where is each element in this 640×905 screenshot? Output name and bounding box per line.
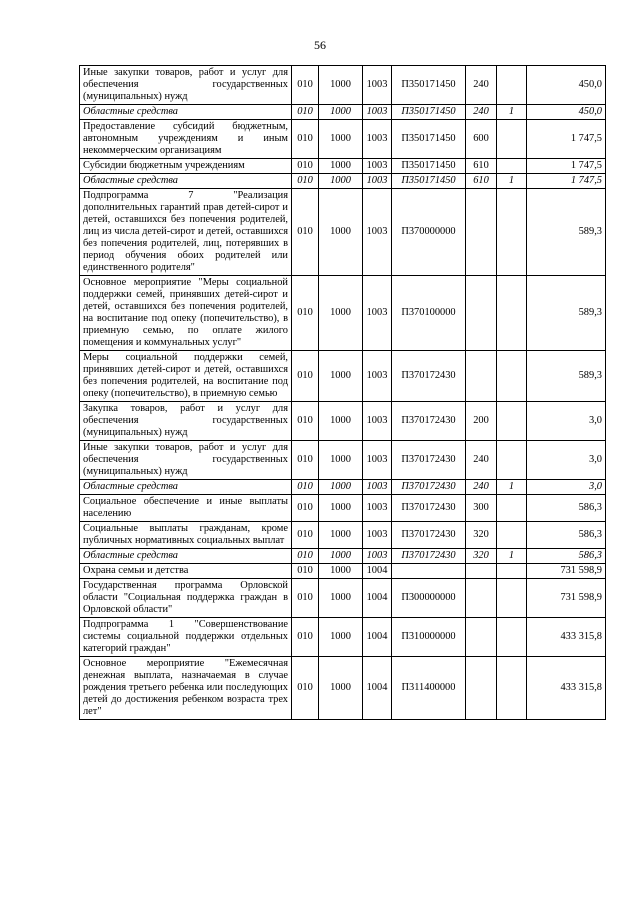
section-code-cell: 1000 [319,579,363,618]
amount-cell: 433 315,8 [527,657,606,720]
table-row [80,579,606,618]
expense-type-cell [466,579,497,618]
funding-source-cell [497,657,527,720]
table-row [80,564,606,579]
table-row [80,657,606,720]
target-article-cell: П370172430 [392,441,466,480]
expense-type-cell: 200 [466,402,497,441]
expense-type-cell [466,618,497,657]
table-row [80,66,606,105]
grbs-code-cell: 010 [292,657,319,720]
target-article-cell: П350171450 [392,105,466,120]
funding-source-cell [497,618,527,657]
table-row [80,159,606,174]
funding-source-cell [497,120,527,159]
row-name-cell: Меры социальной поддержки семей, принявших детей-сирот и детей, оставшихся без попечения родителей, на воспитание под опеку (попечительство), в приемную семью [80,351,292,402]
subsection-code-cell: 1003 [363,159,392,174]
row-name-cell: Областные средства [80,480,292,495]
grbs-code-cell: 010 [292,276,319,351]
target-article-cell: П311400000 [392,657,466,720]
amount-cell: 586,3 [527,495,606,522]
subsection-code-cell: 1003 [363,189,392,276]
funding-source-cell [497,522,527,549]
row-name-cell: Закупка товаров, работ и услуг для обеспечения государственных (муниципальных) нужд [80,402,292,441]
funding-source-cell [497,441,527,480]
grbs-code-cell: 010 [292,441,319,480]
expense-type-cell [466,564,497,579]
expense-type-cell: 300 [466,495,497,522]
section-code-cell: 1000 [319,618,363,657]
target-article-cell: П350171450 [392,120,466,159]
grbs-code-cell: 010 [292,402,319,441]
row-name-cell: Основное мероприятие "Ежемесячная денежная выплата, назначаемая в случае рождения третьего ребенка или последующих детей до достижения ребенком возраста трех лет" [80,657,292,720]
grbs-code-cell: 010 [292,66,319,105]
amount-cell: 589,3 [527,351,606,402]
amount-cell: 3,0 [527,402,606,441]
amount-cell: 450,0 [527,66,606,105]
amount-cell: 586,3 [527,522,606,549]
row-name-cell: Основное мероприятие "Меры социальной поддержки семей, принявших детей-сирот и детей, оставшихся без попечения родителей, на воспитание под опеку (попечительство), в приемную семью, по оплате жилого помещения и коммунальных услуг" [80,276,292,351]
expense-type-cell: 240 [466,441,497,480]
amount-cell: 450,0 [527,105,606,120]
row-name-cell: Охрана семьи и детства [80,564,292,579]
expense-type-cell: 240 [466,66,497,105]
grbs-code-cell: 010 [292,618,319,657]
section-code-cell: 1000 [319,174,363,189]
expense-type-cell [466,351,497,402]
target-article-cell: П370172430 [392,480,466,495]
row-name-cell: Областные средства [80,105,292,120]
amount-cell: 1 747,5 [527,174,606,189]
section-code-cell: 1000 [319,120,363,159]
row-name-cell: Областные средства [80,174,292,189]
grbs-code-cell: 010 [292,480,319,495]
target-article-cell: П350171450 [392,159,466,174]
grbs-code-cell: 010 [292,159,319,174]
amount-cell: 731 598,9 [527,564,606,579]
funding-source-cell [497,579,527,618]
table-row [80,120,606,159]
subsection-code-cell: 1003 [363,66,392,105]
row-name-cell: Подпрограмма 7 "Реализация дополнительных гарантий прав детей-сирот и детей, оставшихся без попечения родителей, лиц из числа детей-сирот и детей, оставшихся без попечения родителей, лиц, потерявших в период обучения обоих родителей или единственного родителя" [80,189,292,276]
expense-type-cell: 610 [466,174,497,189]
table-row [80,441,606,480]
subsection-code-cell: 1003 [363,549,392,564]
funding-source-cell: 1 [497,480,527,495]
funding-source-cell: 1 [497,174,527,189]
target-article-cell: П370172430 [392,522,466,549]
grbs-code-cell: 010 [292,522,319,549]
section-code-cell: 1000 [319,549,363,564]
section-code-cell: 1000 [319,564,363,579]
table-row [80,105,606,120]
grbs-code-cell: 010 [292,105,319,120]
expense-type-cell: 320 [466,522,497,549]
grbs-code-cell: 010 [292,174,319,189]
target-article-cell [392,564,466,579]
funding-source-cell [497,276,527,351]
subsection-code-cell: 1003 [363,276,392,351]
grbs-code-cell: 010 [292,564,319,579]
amount-cell: 586,3 [527,549,606,564]
expense-type-cell [466,657,497,720]
table-row [80,480,606,495]
table-row [80,351,606,402]
expense-type-cell: 240 [466,105,497,120]
target-article-cell: П370172430 [392,351,466,402]
table-row [80,174,606,189]
table-row [80,618,606,657]
grbs-code-cell: 010 [292,351,319,402]
funding-source-cell [497,159,527,174]
expense-type-cell: 610 [466,159,497,174]
grbs-code-cell: 010 [292,549,319,564]
table-row [80,189,606,276]
subsection-code-cell: 1003 [363,522,392,549]
subsection-code-cell: 1004 [363,657,392,720]
amount-cell: 589,3 [527,189,606,276]
funding-source-cell [497,66,527,105]
section-code-cell: 1000 [319,351,363,402]
subsection-code-cell: 1003 [363,351,392,402]
target-article-cell: П300000000 [392,579,466,618]
section-code-cell: 1000 [319,402,363,441]
grbs-code-cell: 010 [292,579,319,618]
section-code-cell: 1000 [319,276,363,351]
row-name-cell: Иные закупки товаров, работ и услуг для обеспечения государственных (муниципальных) нужд [80,441,292,480]
target-article-cell: П370172430 [392,402,466,441]
funding-source-cell [497,351,527,402]
subsection-code-cell: 1003 [363,480,392,495]
subsection-code-cell: 1003 [363,402,392,441]
subsection-code-cell: 1003 [363,120,392,159]
subsection-code-cell: 1003 [363,174,392,189]
budget-table [79,65,606,720]
funding-source-cell [497,402,527,441]
subsection-code-cell: 1004 [363,579,392,618]
section-code-cell: 1000 [319,189,363,276]
subsection-code-cell: 1003 [363,105,392,120]
row-name-cell: Социальные выплаты гражданам, кроме публичных нормативных социальных выплат [80,522,292,549]
funding-source-cell [497,564,527,579]
table-row [80,522,606,549]
subsection-code-cell: 1003 [363,495,392,522]
page-number: 56 [314,38,326,52]
grbs-code-cell: 010 [292,120,319,159]
section-code-cell: 1000 [319,495,363,522]
section-code-cell: 1000 [319,159,363,174]
target-article-cell: П370000000 [392,189,466,276]
table-row [80,276,606,351]
row-name-cell: Предоставление субсидий бюджетным, автономным учреждениям и иным некоммерческим организациям [80,120,292,159]
expense-type-cell: 320 [466,549,497,564]
section-code-cell: 1000 [319,522,363,549]
section-code-cell: 1000 [319,66,363,105]
target-article-cell: П310000000 [392,618,466,657]
amount-cell: 3,0 [527,441,606,480]
row-name-cell: Областные средства [80,549,292,564]
section-code-cell: 1000 [319,105,363,120]
section-code-cell: 1000 [319,441,363,480]
row-name-cell: Субсидии бюджетным учреждениям [80,159,292,174]
table-row [80,549,606,564]
grbs-code-cell: 010 [292,495,319,522]
amount-cell: 589,3 [527,276,606,351]
expense-type-cell: 600 [466,120,497,159]
table-row [80,495,606,522]
grbs-code-cell: 010 [292,189,319,276]
table-body [80,66,606,720]
section-code-cell: 1000 [319,480,363,495]
amount-cell: 1 747,5 [527,159,606,174]
expense-type-cell [466,189,497,276]
subsection-code-cell: 1004 [363,564,392,579]
target-article-cell: П370100000 [392,276,466,351]
target-article-cell: П350171450 [392,174,466,189]
table-row [80,402,606,441]
row-name-cell: Подпрограмма 1 "Совершенствование системы социальной поддержки отдельных категорий граждан" [80,618,292,657]
row-name-cell: Государственная программа Орловской области "Социальная поддержка граждан в Орловской области" [80,579,292,618]
expense-type-cell [466,276,497,351]
amount-cell: 433 315,8 [527,618,606,657]
funding-source-cell: 1 [497,549,527,564]
subsection-code-cell: 1003 [363,441,392,480]
funding-source-cell [497,495,527,522]
subsection-code-cell: 1004 [363,618,392,657]
row-name-cell: Социальное обеспечение и иные выплаты населению [80,495,292,522]
target-article-cell: П350171450 [392,66,466,105]
target-article-cell: П370172430 [392,549,466,564]
section-code-cell: 1000 [319,657,363,720]
amount-cell: 3,0 [527,480,606,495]
row-name-cell: Иные закупки товаров, работ и услуг для обеспечения государственных (муниципальных) нужд [80,66,292,105]
expense-type-cell: 240 [466,480,497,495]
funding-source-cell [497,189,527,276]
amount-cell: 1 747,5 [527,120,606,159]
funding-source-cell: 1 [497,105,527,120]
target-article-cell: П370172430 [392,495,466,522]
amount-cell: 731 598,9 [527,579,606,618]
